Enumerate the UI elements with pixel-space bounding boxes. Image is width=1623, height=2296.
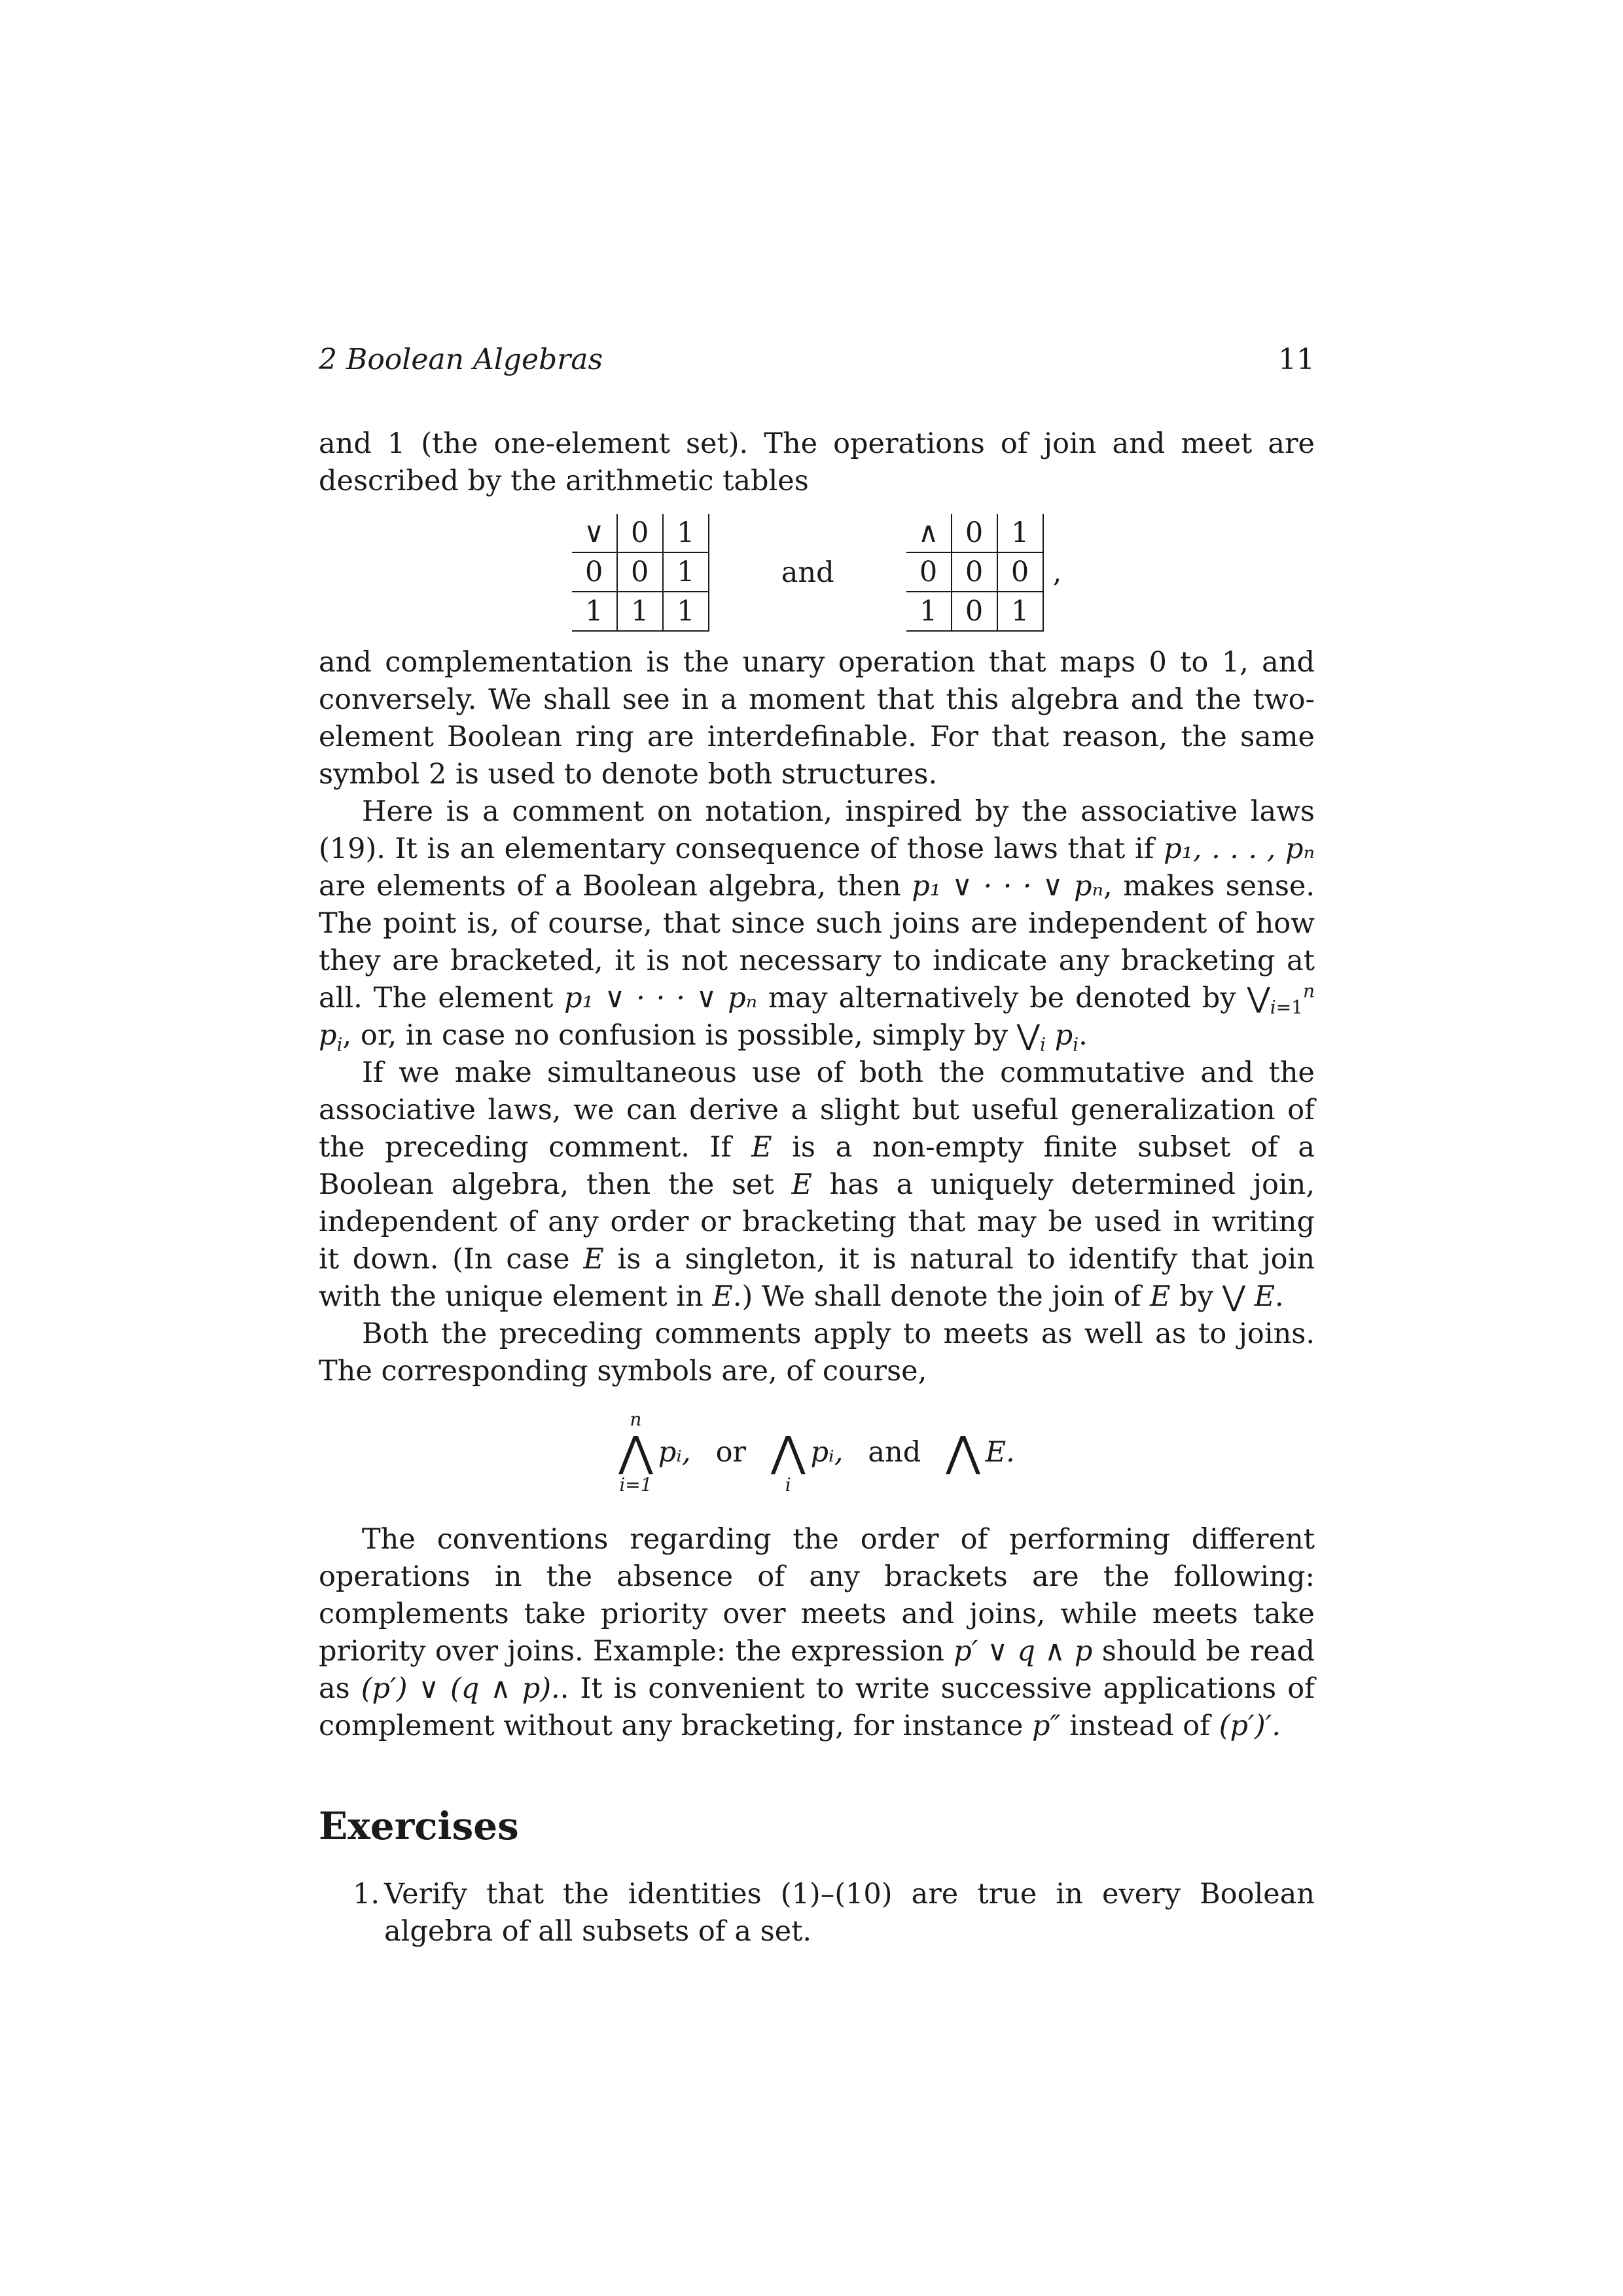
paragraph-5: Both the preceding comments apply to meets as well as to joins. The corresponding symbols are, of course, xyxy=(319,1318,1315,1388)
table-header-cell: 1 xyxy=(997,514,1043,552)
table-cell: 1 xyxy=(663,552,709,592)
big-meet-symbol: n ⋀ i=1 xyxy=(618,1408,653,1496)
exercise-text: Verify that the identities (1)–(10) are true in every Boolean algebra of all subsets of a set. xyxy=(384,1878,1315,1948)
table-cell: 0 xyxy=(952,552,997,592)
table-cell: 1 xyxy=(997,592,1043,631)
paragraph-1: and 1 (the one-element set). The operations of join and meet are described by the arithmetic tables xyxy=(319,427,1315,497)
paragraph-6: The conventions regarding the order of performing different operations in the absence of any brackets are the following: complements take priority over meets and joins, while meets take priority over joins. Example: the expression p′ ∨ q ∧ p should be read as (p′) ∨ (q ∧ p).. It is convenient to write successive applications of complement without any bracketing, for instance p″ instead of (p′)′. xyxy=(319,1523,1315,1742)
meet-display-equation: n ⋀ i=1 pᵢ, or ⋀ i pᵢ, and ⋀ E. xyxy=(618,1408,1015,1496)
chapter-title: 2 Boolean Algebras xyxy=(319,343,603,376)
big-meet-symbol: ⋀ i xyxy=(771,1428,806,1496)
table-header-cell: 0 xyxy=(952,514,997,552)
page-content xyxy=(319,340,1315,1950)
table-header-cell: 0 xyxy=(617,514,663,552)
page-number: 11 xyxy=(1278,343,1315,376)
table-row-label: 1 xyxy=(572,592,617,631)
tables-comma: , xyxy=(1052,556,1062,589)
big-meet-symbol: ⋀ xyxy=(946,1428,980,1477)
running-header xyxy=(319,340,1315,380)
exercises-heading: Exercises xyxy=(319,1804,519,1848)
table-cell: 1 xyxy=(663,592,709,631)
list-item xyxy=(353,1876,1315,1950)
operation-tables xyxy=(319,511,1315,635)
table-row-label: 0 xyxy=(572,552,617,592)
exercise-number: 1. xyxy=(353,1878,380,1910)
table-cell: 0 xyxy=(617,552,663,592)
paragraph-4: If we make simultaneous use of both the commutative and the associative laws, we can derive a slight but useful generalization of the preceding comment. If E is a non-empty finite subset of a Boolean algebra, then the set E has a uniquely determined join, independent of any order or bracketing that may be used in writing it down. (In case E is a singleton, it is natural to identify that join with the unique element in E.) We shall denote the join of E by ⋁ E. xyxy=(319,1056,1315,1313)
paragraph-3: Here is a comment on notation, inspired by the associative laws (19). It is an elementary consequence of those laws that if p₁, . . . , pₙ are elements of a Boolean algebra, then p₁ ∨ · · · ∨ pₙ, makes sense. The point is, of course, that since such joins are independent of how they are bracketed, it is not necessary to indicate any bracketing at all. The element p₁ ∨ · · · ∨ pₙ may alternatively be denoted by $⋁_{i=1}^n$ $p_i$, or, in case no confusion is possible, simply by $⋁_i$ $p_i$. xyxy=(319,795,1315,1056)
table-header-cell: 1 xyxy=(663,514,709,552)
table-cell: 0 xyxy=(952,592,997,631)
table-cell: 1 xyxy=(617,592,663,631)
table-row-label: 0 xyxy=(906,552,952,592)
table-cell: 0 xyxy=(997,552,1043,592)
join-operator: ∨ xyxy=(572,514,617,552)
table-row-label: 1 xyxy=(906,592,952,631)
meet-operator: ∧ xyxy=(906,514,952,552)
meet-table xyxy=(906,514,1044,632)
join-table xyxy=(572,514,709,632)
paragraph-2: and complementation is the unary operation that maps 0 to 1, and conversely. We shall see in a moment that this algebra and the two-element Boolean ring are interdefinable. For that reason, the same symbol 2 is used to denote both structures. xyxy=(319,646,1315,791)
tables-and: and xyxy=(781,556,834,589)
